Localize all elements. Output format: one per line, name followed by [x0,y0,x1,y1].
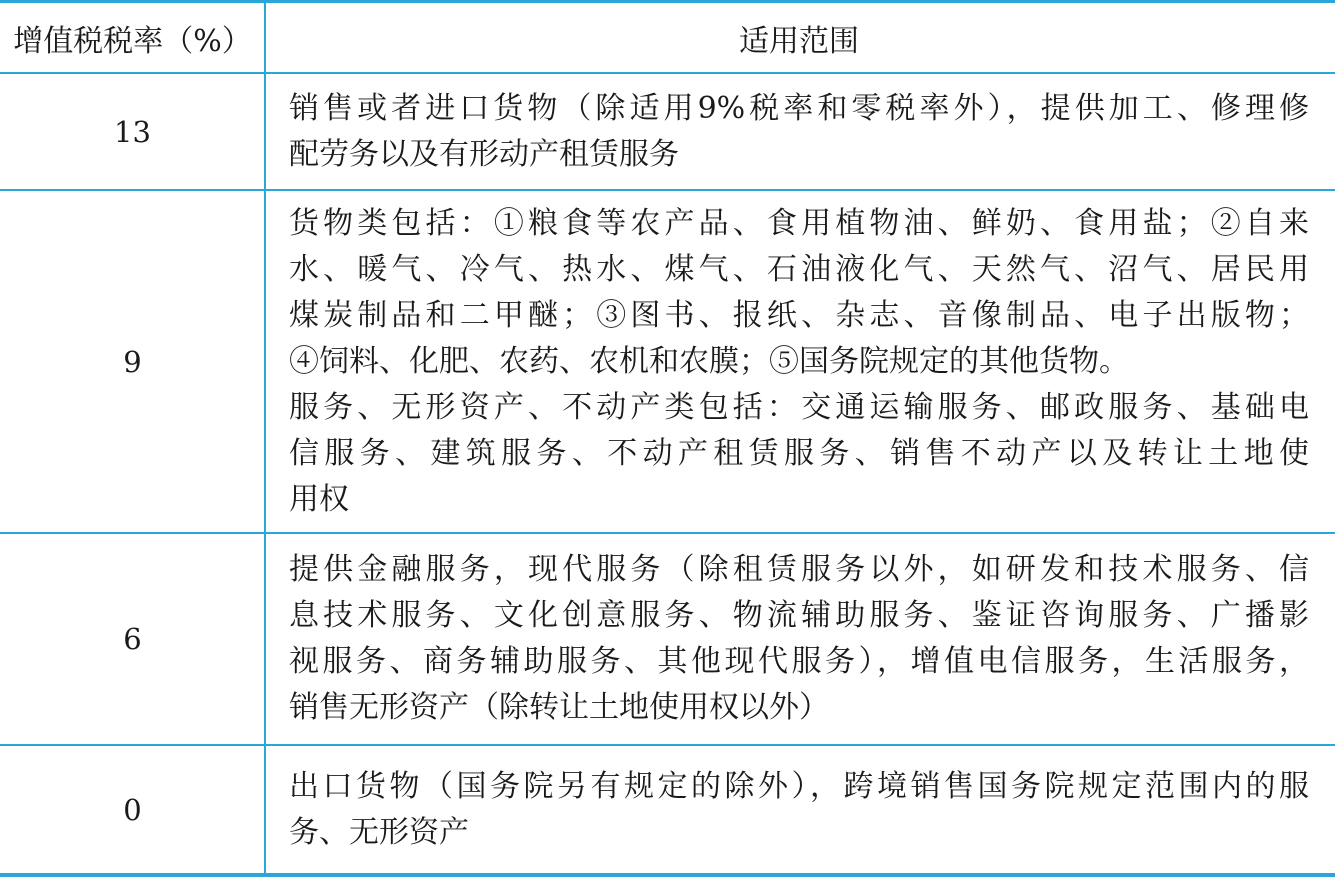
rate-cell: 9 [123,344,142,379]
table-row [0,74,1335,189]
scope-line: 销售无形资产（除转让土地使用权以外） [289,690,829,725]
scope-cell [265,74,1335,189]
scope-line: 货物类包括：①粮食等农产品、食用植物油、鲜奶、食用盐；②自来 [289,205,1309,241]
rate-cell: 13 [114,114,151,149]
table-row [0,191,1335,532]
table-header-row [0,3,1335,72]
scope-line: ④饲料、化肥、农药、农机和农膜；⑤国务院规定的其他货物。 [289,343,1129,379]
table-row [0,746,1335,873]
scope-line: 视服务、商务辅助服务、其他现代服务），增值电信服务，生活服务， [289,644,1309,679]
scope-line: 煤炭制品和二甲醚；③图书、报纸、杂志、音像制品、电子出版物； [289,297,1309,333]
scope-line: 水、暖气、冷气、热水、煤气、石油液化气、天然气、沼气、居民用 [289,251,1309,287]
header-rate-cell: 增值税税率（%） [13,23,252,59]
scope-line: 务、无形资产 [289,814,469,850]
scope-line: 用权 [289,481,349,517]
scope-cell [265,746,1335,873]
table-row [0,534,1335,744]
scope-line: 配劳务以及有形动产租赁服务 [289,136,679,172]
scope-line: 息技术服务、文化创意服务、物流辅助服务、鉴证咨询服务、广播影 [289,598,1309,633]
scope-line: 提供金融服务，现代服务（除租赁服务以外，如研发和技术服务、信 [289,552,1309,587]
scope-line: 销售或者进口货物（除适用9%税率和零税率外），提供加工、修理修 [289,90,1309,126]
row-divider [0,189,1335,191]
table-bottom-rule [0,873,1335,877]
scope-line: 服务、无形资产、不动产类包括：交通运输服务、邮政服务、基础电 [289,389,1309,425]
table-top-rule [0,0,1335,3]
row-divider [0,744,1335,746]
rate-cell: 6 [123,622,142,656]
rate-cell: 0 [123,792,142,827]
scope-cell [265,191,1335,532]
row-divider [0,532,1335,534]
scope-cell [265,534,1335,744]
scope-line: 信服务、建筑服务、不动产租赁服务、销售不动产以及转让土地使 [289,435,1309,471]
row-divider [0,72,1335,74]
header-scope-cell: 适用范围 [739,23,859,59]
scope-line: 出口货物（国务院另有规定的除外），跨境销售国务院规定范围内的服 [289,768,1309,804]
